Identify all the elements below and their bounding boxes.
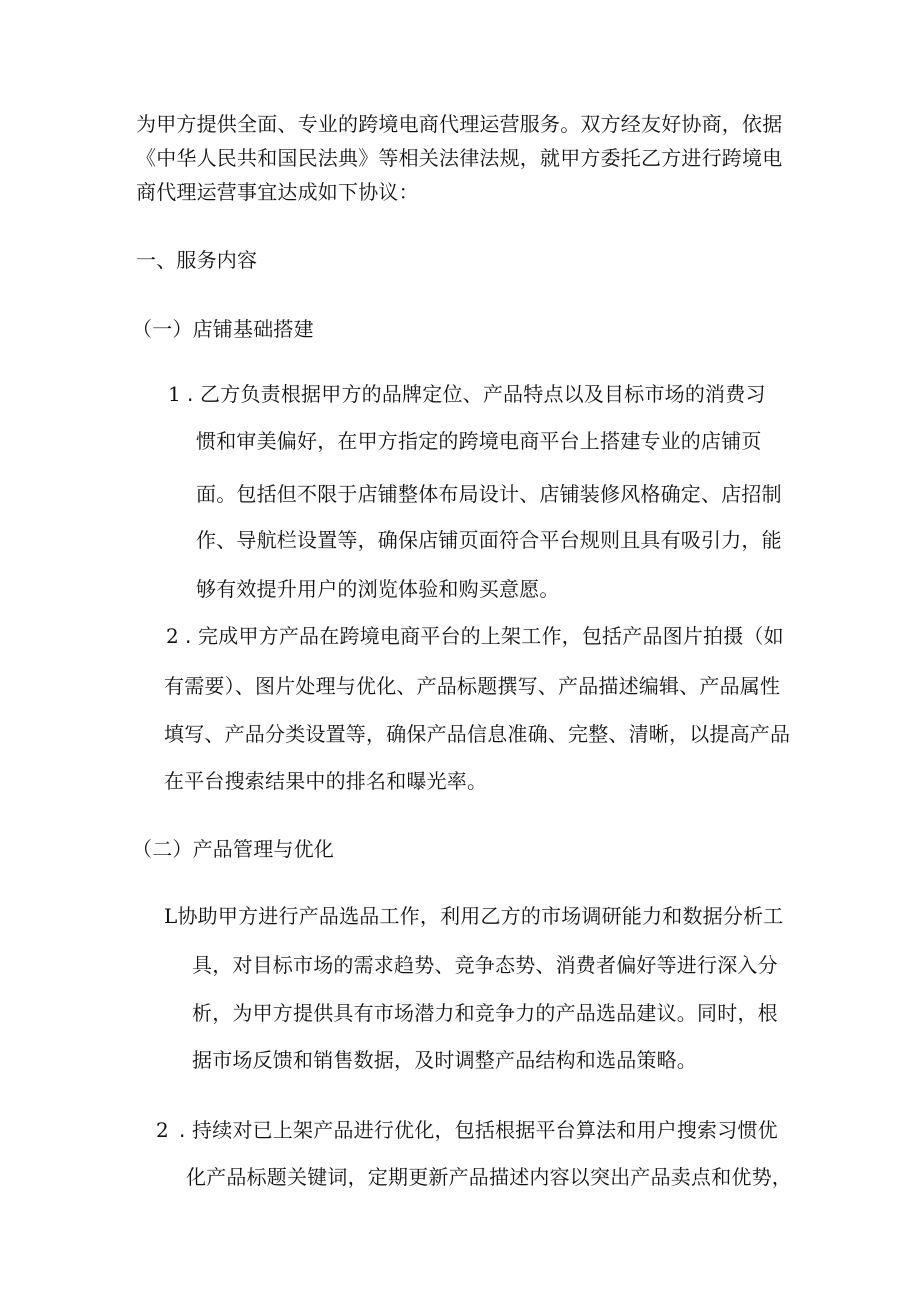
intro-line-1: 为甲方提供全面、专业的跨境电商代理运营服务。双方经友好协商，依据 (136, 112, 783, 136)
list-item-line: 够有效提升用户的浏览体验和购买意愿。 (196, 577, 560, 601)
list-item-line: 惯和审美偏好，在甲方指定的跨境电商平台上搭建专业的店铺页 (196, 429, 762, 453)
list-item-text: 协助甲方进行产品选品工作，利用乙方的市场调研能力和数据分析工 (177, 904, 784, 928)
subsection-heading-product-management: （二）产品管理与优化 (132, 837, 334, 861)
list-item-line: 作、导航栏设置等，确保店铺页面符合平台规则且具有吸引力，能 (196, 528, 782, 552)
list-item-product-management-2 (156, 1117, 778, 1143)
list-item-line: 在平台搜索结果中的排名和曝光率。 (164, 769, 488, 793)
list-item-product-management-1 (164, 903, 783, 929)
section-heading-service-content: 一、服务内容 (136, 248, 258, 272)
list-item-line: 据市场反馈和销售数据，及时调整产品结构和选品策略。 (192, 1048, 697, 1072)
list-item-line: 填写、产品分类设置等，确保产品信息准确、完整、清晰，以提高产品 (164, 722, 791, 746)
subsection-heading-store-setup: （一）店铺基础搭建 (132, 317, 314, 341)
list-item-store-setup-2 (166, 623, 784, 649)
list-item-text: . 持续对已上架产品进行优化，包括根据平台算法和用户搜索习惯优 (178, 1118, 778, 1142)
list-item-number: L (164, 904, 178, 928)
list-item-number: 2 (166, 624, 179, 648)
intro-line-2: 《中华人民共和国民法典》等相关法律法规，就甲方委托乙方进行跨境电 (136, 146, 783, 170)
list-item-text: . 乙方负责根据甲方的品牌定位、产品特点以及目标市场的消费习 (186, 382, 766, 406)
list-item-number: 1 (168, 382, 181, 406)
list-item-text: . 完成甲方产品在跨境电商平台的上架工作，包括产品图片拍摄（如 (184, 624, 784, 648)
intro-line-3: 商代理运营事宜达成如下协议： (136, 180, 419, 204)
list-item-line: 析，为甲方提供具有市场潜力和竞争力的产品选品建议。同时，根 (192, 1001, 778, 1025)
list-item-store-setup-1 (168, 381, 766, 407)
list-item-number: 2 (156, 1118, 169, 1142)
list-item-line: 有需要）、图片处理与优化、产品标题撰写、产品描述编辑、产品属性 (164, 674, 781, 698)
list-item-line: 化产品标题关键词，定期更新产品描述内容以突出产品卖点和优势， (186, 1165, 792, 1189)
list-item-line: 具，对目标市场的需求趋势、竞争态势、消费者偏好等进行深入分 (192, 953, 778, 977)
list-item-line: 面。包括但不限于店铺整体布局设计、店铺装修风格确定、店招制 (196, 482, 782, 506)
